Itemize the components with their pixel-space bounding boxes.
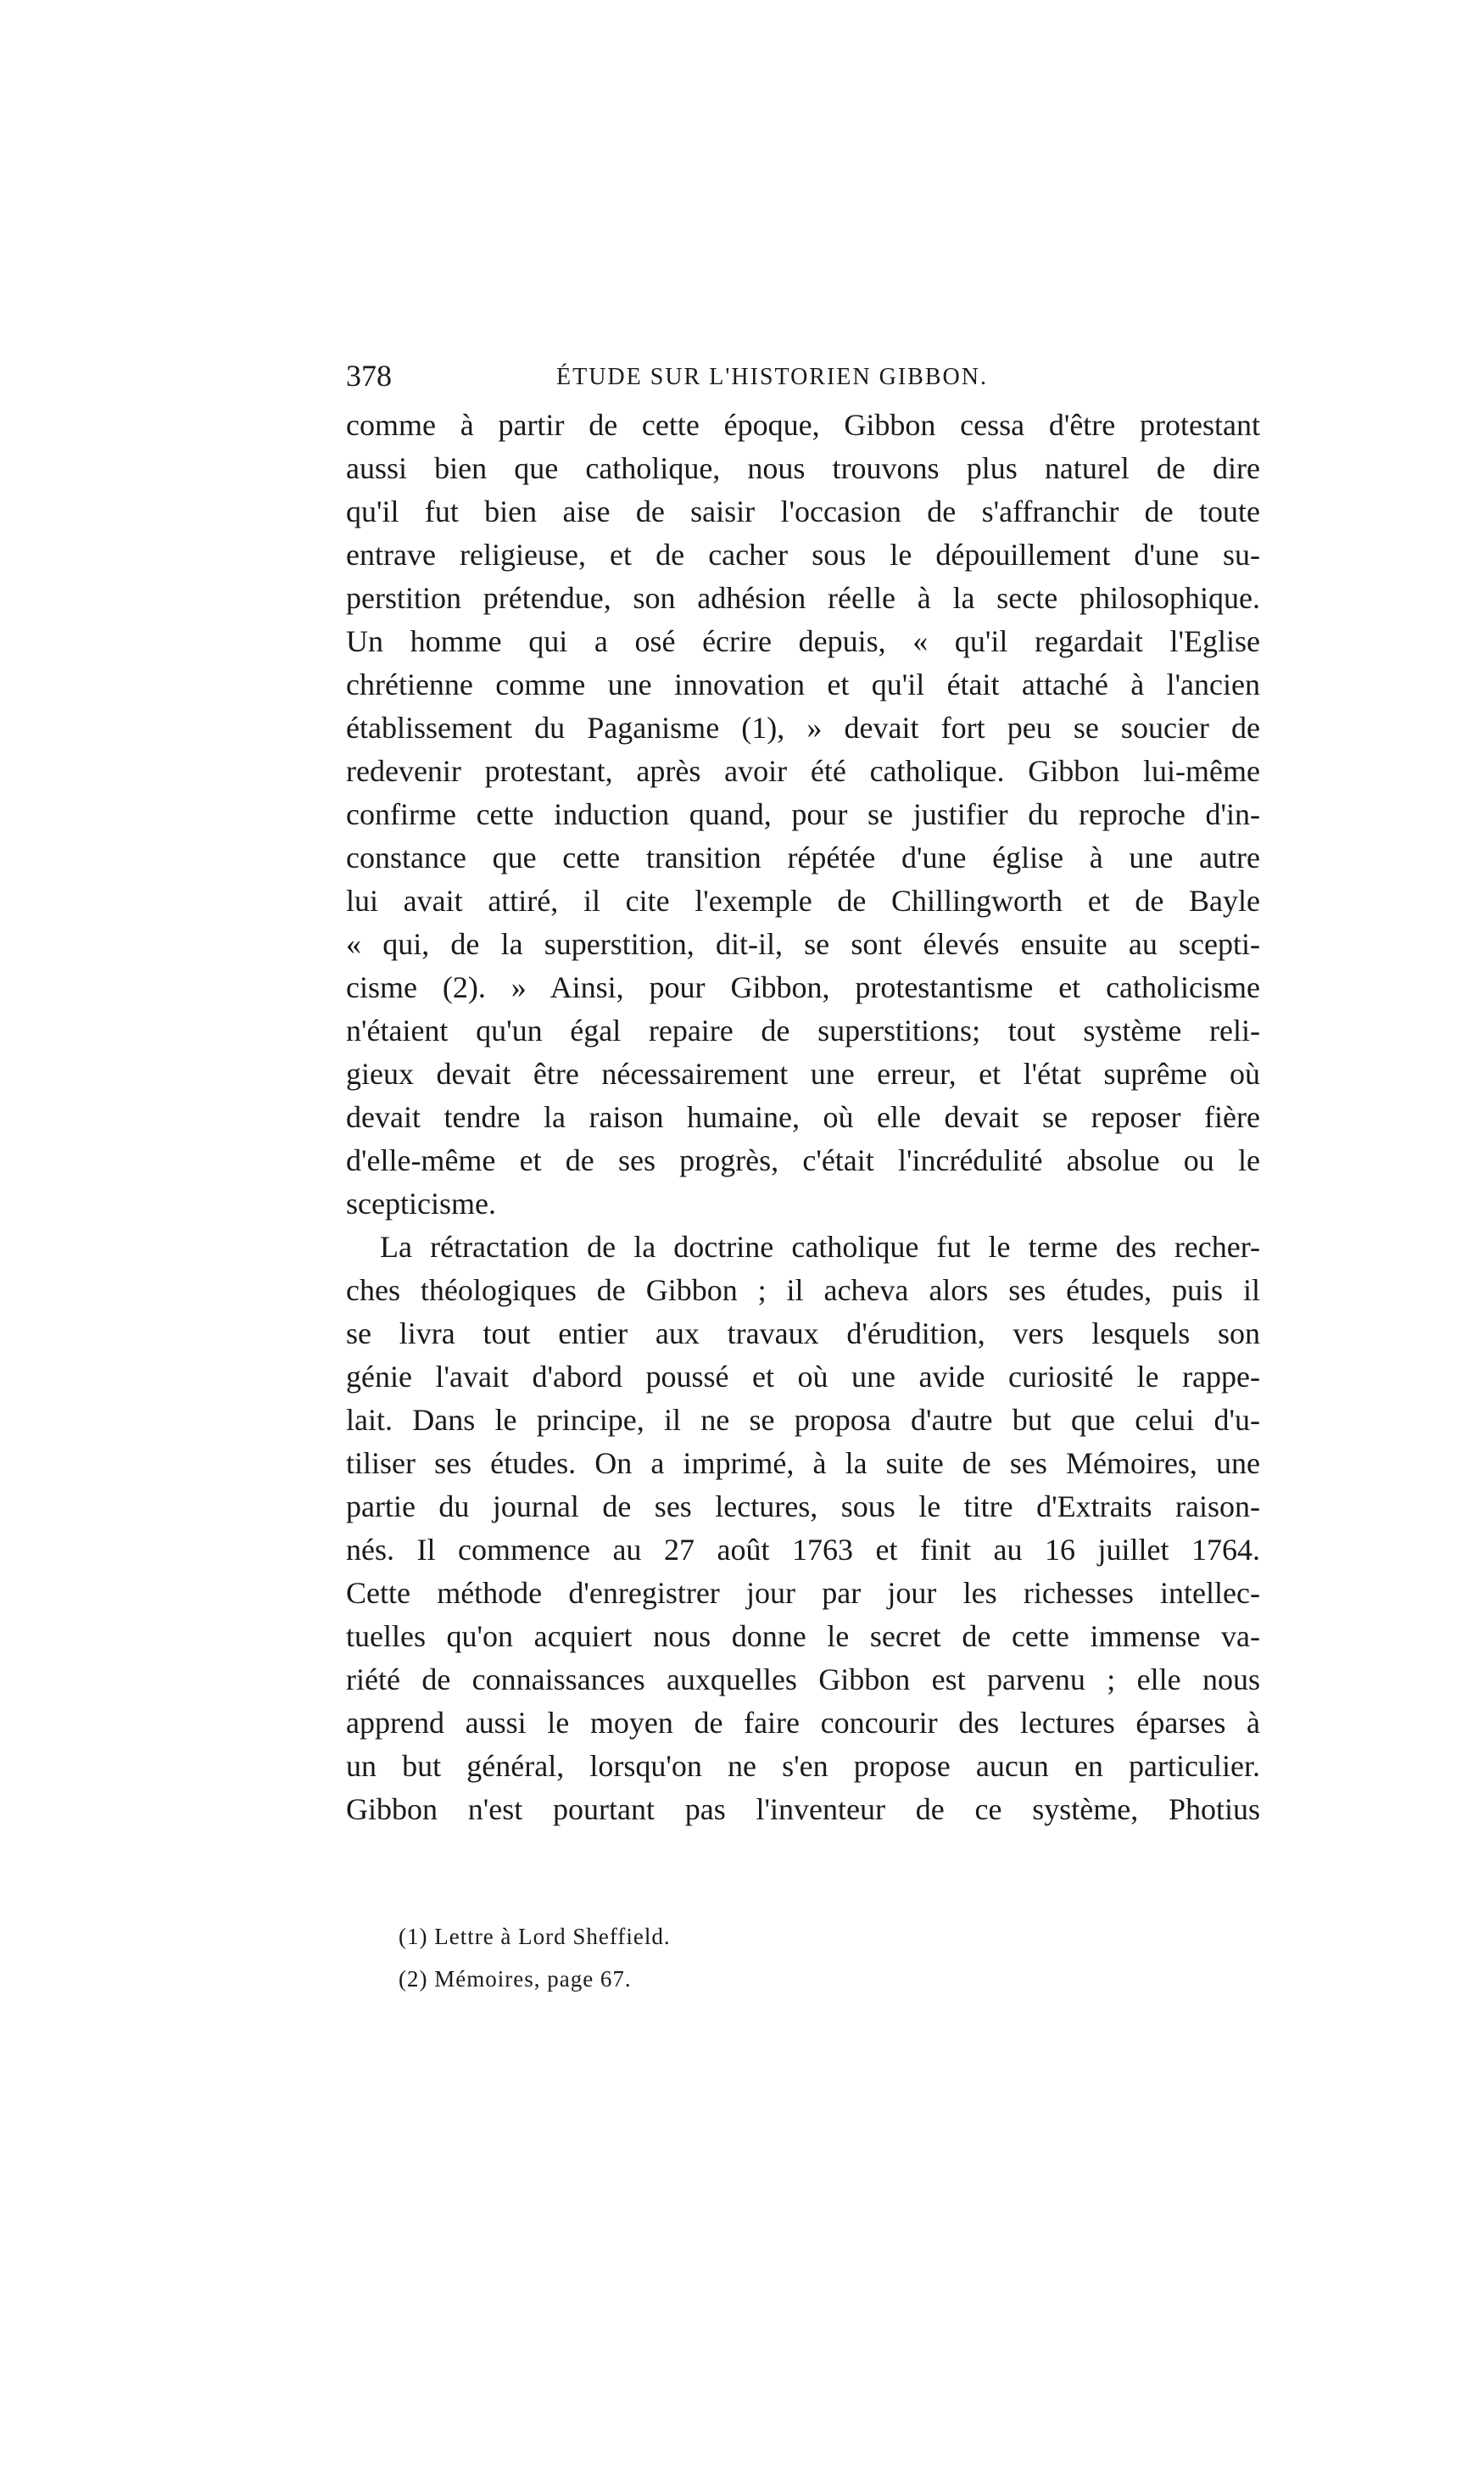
text-line: entrave religieuse, et de cacher sous le dépouillement d'une su- [346, 538, 1260, 572]
text-line: qu'il fut bien aise de saisir l'occasion de s'affranchir de toute [346, 494, 1260, 528]
text-line: se livra tout entier aux travaux d'érudition, vers lesquels son [346, 1316, 1260, 1350]
text-line: Cette méthode d'enregistrer jour par jour les richesses intellec- [346, 1576, 1260, 1610]
text-line: devait tendre la raison humaine, où elle devait se reposer fière [346, 1100, 1260, 1134]
text-line: chrétienne comme une innovation et qu'il était attaché à l'ancien [346, 668, 1260, 701]
text-line: ches théologiques de Gibbon ; il acheva alors ses études, puis il [346, 1273, 1260, 1307]
text-line: confirme cette induction quand, pour se justifier du reproche d'in- [346, 797, 1260, 831]
body-text [346, 404, 1260, 1831]
text-line: apprend aussi le moyen de faire concourir des lectures éparses à [346, 1706, 1260, 1740]
text-line: Un homme qui a osé écrire depuis, « qu'il regardait l'Eglise [346, 624, 1260, 658]
text-line: génie l'avait d'abord poussé et où une avide curiosité le rappe- [346, 1360, 1260, 1394]
text-line: gieux devait être nécessairement une erreur, et l'état suprême où [346, 1057, 1260, 1091]
text-line: La rétractation de la doctrine catholique fut le terme des recher- [380, 1230, 1260, 1264]
text-line: comme à partir de cette époque, Gibbon cessa d'être protestant [346, 408, 1260, 442]
text-line: d'elle-même et de ses progrès, c'était l'incrédulité absolue ou le [346, 1143, 1260, 1177]
footnote-2: (2) Mémoires, page 67. [399, 1966, 632, 1992]
text-line: établissement du Paganisme (1), » devait fort peu se soucier de [346, 711, 1260, 745]
text-line: cisme (2). » Ainsi, pour Gibbon, protestantisme et catholicisme [346, 970, 1260, 1004]
text-line: « qui, de la superstition, dit-il, se sont élevés ensuite au scepti- [346, 927, 1260, 961]
text-line: perstition prétendue, son adhésion réelle à la secte philosophique. [346, 581, 1260, 615]
text-line: redevenir protestant, après avoir été catholique. Gibbon lui-même [346, 754, 1260, 788]
text-line: scepticisme. [346, 1187, 496, 1221]
paragraph-1 [346, 404, 1260, 1226]
page-number: 378 [346, 359, 392, 393]
text-line: Gibbon n'est pourtant pas l'inventeur de ce système, Photius [346, 1792, 1260, 1826]
text-line: lui avait attiré, il cite l'exemple de Chillingworth et de Bayle [346, 884, 1260, 918]
running-head: ÉTUDE SUR L'HISTORIEN GIBBON. [556, 364, 988, 390]
text-line: n'étaient qu'un égal repaire de superstitions; tout système reli- [346, 1014, 1260, 1048]
text-line: riété de connaissances auxquelles Gibbon est parvenu ; elle nous [346, 1662, 1260, 1696]
text-line: un but général, lorsqu'on ne s'en propose aucun en particulier. [346, 1749, 1260, 1783]
footnotes [399, 1915, 1162, 2000]
text-line: tiliser ses études. On a imprimé, à la suite de ses Mémoires, une [346, 1446, 1260, 1480]
text-line: tuelles qu'on acquiert nous donne le secret de cette immense va- [346, 1619, 1260, 1653]
page-header [346, 355, 1260, 397]
footnote-1: (1) Lettre à Lord Sheffield. [399, 1924, 671, 1949]
paragraph-2 [346, 1226, 1260, 1831]
text-line: nés. Il commence au 27 août 1763 et finit au 16 juillet 1764. [346, 1533, 1260, 1567]
text-line: aussi bien que catholique, nous trouvons plus naturel de dire [346, 451, 1260, 485]
text-line: constance que cette transition répétée d'une église à une autre [346, 841, 1260, 874]
text-line: partie du journal de ses lectures, sous le titre d'Extraits raison- [346, 1489, 1260, 1523]
text-line: lait. Dans le principe, il ne se proposa d'autre but que celui d'u- [346, 1403, 1260, 1437]
